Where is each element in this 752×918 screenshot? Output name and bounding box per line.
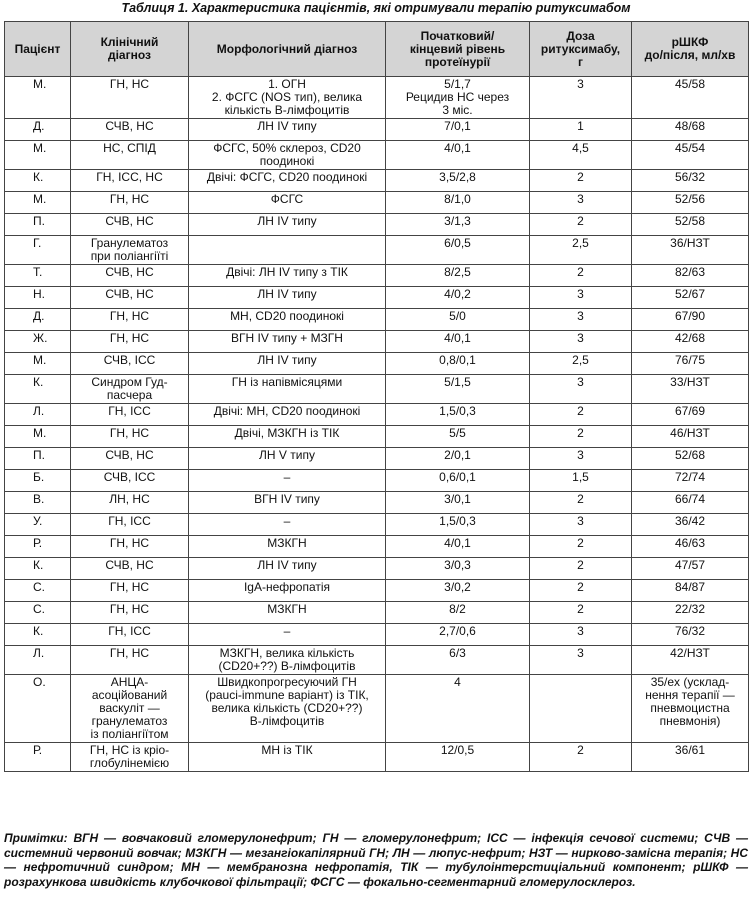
clinical-diagnosis-cell: ГН, НС [71, 331, 189, 353]
table-row [5, 580, 749, 602]
table-row [5, 675, 749, 743]
table-row [5, 331, 749, 353]
patient-cell: М. [5, 77, 71, 119]
dose-cell: 3 [530, 287, 632, 309]
table-row [5, 119, 749, 141]
clinical-diagnosis-cell: СЧВ, НС [71, 119, 189, 141]
dose-cell: 3 [530, 77, 632, 119]
patient-cell: К. [5, 375, 71, 404]
table-body [5, 77, 749, 772]
egfr-cell: 52/58 [632, 214, 749, 236]
proteinuria-cell: 4/0,1 [386, 331, 530, 353]
dose-cell: 3 [530, 514, 632, 536]
morphological-diagnosis-cell: ВГН IV типу [189, 492, 386, 514]
header-egfr: рШКФ до/після, мл/хв [632, 22, 749, 77]
proteinuria-cell: 2/0,1 [386, 448, 530, 470]
patient-cell: С. [5, 580, 71, 602]
clinical-diagnosis-cell: НС, СПІД [71, 141, 189, 170]
egfr-cell: 67/90 [632, 309, 749, 331]
patient-cell: Н. [5, 287, 71, 309]
patient-cell: П. [5, 448, 71, 470]
patient-cell: Ж. [5, 331, 71, 353]
egfr-cell: 52/68 [632, 448, 749, 470]
proteinuria-cell: 5/5 [386, 426, 530, 448]
proteinuria-cell: 3/0,3 [386, 558, 530, 580]
table-row [5, 77, 749, 119]
proteinuria-cell: 5/1,5 [386, 375, 530, 404]
egfr-cell: 76/75 [632, 353, 749, 375]
dose-cell: 1,5 [530, 470, 632, 492]
dose-cell: 2,5 [530, 353, 632, 375]
morphological-diagnosis-cell: Двічі: ФСГС, CD20 поодинокі [189, 170, 386, 192]
patient-cell: Г. [5, 236, 71, 265]
patient-cell: Р. [5, 536, 71, 558]
morphological-diagnosis-cell: IgA-нефропатія [189, 580, 386, 602]
egfr-cell: 36/61 [632, 743, 749, 772]
proteinuria-cell: 7/0,1 [386, 119, 530, 141]
egfr-cell: 36/42 [632, 514, 749, 536]
patient-cell: Л. [5, 646, 71, 675]
egfr-cell: 67/69 [632, 404, 749, 426]
egfr-cell: 52/67 [632, 287, 749, 309]
egfr-cell: 45/54 [632, 141, 749, 170]
dose-cell: 2 [530, 602, 632, 624]
table-row [5, 236, 749, 265]
patient-cell: М. [5, 141, 71, 170]
patient-cell: К. [5, 624, 71, 646]
clinical-diagnosis-cell: ГН, НС [71, 602, 189, 624]
patient-cell: Д. [5, 309, 71, 331]
egfr-cell: 42/68 [632, 331, 749, 353]
morphological-diagnosis-cell: Швидкопрогресуючий ГН (pauci-immune варіант) із ТІК, велика кількість (CD20+??) В-лімфоцитів [189, 675, 386, 743]
dose-cell: 3 [530, 646, 632, 675]
patient-cell: Т. [5, 265, 71, 287]
clinical-diagnosis-cell: СЧВ, НС [71, 287, 189, 309]
morphological-diagnosis-cell: Двічі: МН, CD20 поодинокі [189, 404, 386, 426]
dose-cell: 2 [530, 214, 632, 236]
clinical-diagnosis-cell: Гранулематоз при поліангіїті [71, 236, 189, 265]
header-patient: Пацієнт [5, 22, 71, 77]
dose-cell: 3 [530, 448, 632, 470]
morphological-diagnosis-cell: 1. ОГН 2. ФСГС (NOS тип), велика кількість В-лімфоцитів [189, 77, 386, 119]
dose-cell: 1 [530, 119, 632, 141]
table-row [5, 170, 749, 192]
table-row [5, 141, 749, 170]
clinical-diagnosis-cell: ГН, ІСС, НС [71, 170, 189, 192]
proteinuria-cell: 0,8/0,1 [386, 353, 530, 375]
dose-cell: 2 [530, 536, 632, 558]
proteinuria-cell: 0,6/0,1 [386, 470, 530, 492]
patient-cell: Р. [5, 743, 71, 772]
proteinuria-cell: 4/0,1 [386, 536, 530, 558]
dose-cell: 4,5 [530, 141, 632, 170]
patient-cell: К. [5, 558, 71, 580]
table-header [5, 22, 749, 77]
morphological-diagnosis-cell: ЛН V типу [189, 448, 386, 470]
morphological-diagnosis-cell: МН, CD20 поодинокі [189, 309, 386, 331]
table-row [5, 624, 749, 646]
morphological-diagnosis-cell: Двічі: ЛН IV типу з ТІК [189, 265, 386, 287]
table-row [5, 536, 749, 558]
table-caption: Таблиця 1. Характеристика пацієнтів, які отримували терапію ритуксимабом [121, 1, 631, 15]
dose-cell: 2 [530, 426, 632, 448]
clinical-diagnosis-cell: ГН, НС [71, 646, 189, 675]
clinical-diagnosis-cell: ГН, НС [71, 309, 189, 331]
header-rituximab-dose: Доза ритуксимабу, г [530, 22, 632, 77]
clinical-diagnosis-cell: ГН, НС із кріо- глобулінемією [71, 743, 189, 772]
patient-cell: О. [5, 675, 71, 743]
egfr-cell: 47/57 [632, 558, 749, 580]
patient-cell: М. [5, 353, 71, 375]
egfr-cell: 48/68 [632, 119, 749, 141]
morphological-diagnosis-cell: – [189, 514, 386, 536]
egfr-cell: 46/63 [632, 536, 749, 558]
proteinuria-cell: 5/0 [386, 309, 530, 331]
table-row [5, 470, 749, 492]
clinical-diagnosis-cell: ГН, НС [71, 426, 189, 448]
clinical-diagnosis-cell: ЛН, НС [71, 492, 189, 514]
proteinuria-cell: 2,7/0,6 [386, 624, 530, 646]
table-row [5, 646, 749, 675]
proteinuria-cell: 5/1,7 Рецидив НС через 3 міс. [386, 77, 530, 119]
clinical-diagnosis-cell: СЧВ, НС [71, 214, 189, 236]
morphological-diagnosis-cell: ВГН IV типу + МЗГН [189, 331, 386, 353]
clinical-diagnosis-cell: ГН, НС [71, 77, 189, 119]
morphological-diagnosis-cell: МЗКГН, велика кількість (CD20+??) В-лімфоцитів [189, 646, 386, 675]
clinical-diagnosis-cell: ГН, ІСС [71, 404, 189, 426]
egfr-cell: 33/НЗТ [632, 375, 749, 404]
table-row [5, 448, 749, 470]
patient-cell: Б. [5, 470, 71, 492]
patient-cell: К. [5, 170, 71, 192]
clinical-diagnosis-cell: ГН, ІСС [71, 514, 189, 536]
patient-cell: Д. [5, 119, 71, 141]
egfr-cell: 46/НЗТ [632, 426, 749, 448]
proteinuria-cell: 3/1,3 [386, 214, 530, 236]
egfr-cell: 82/63 [632, 265, 749, 287]
morphological-diagnosis-cell: МН із ТІК [189, 743, 386, 772]
proteinuria-cell: 4 [386, 675, 530, 743]
clinical-diagnosis-cell: СЧВ, ІСС [71, 470, 189, 492]
proteinuria-cell: 12/0,5 [386, 743, 530, 772]
morphological-diagnosis-cell: МЗКГН [189, 602, 386, 624]
egfr-cell: 35/ex (усклад- нення терапії — пневмоцистна пневмонія) [632, 675, 749, 743]
clinical-diagnosis-cell: АНЦА- асоційований васкуліт — гранулематоз із поліангіїтом [71, 675, 189, 743]
egfr-cell: 84/87 [632, 580, 749, 602]
dose-cell [530, 675, 632, 743]
proteinuria-cell: 8/2,5 [386, 265, 530, 287]
egfr-cell: 52/56 [632, 192, 749, 214]
proteinuria-cell: 8/2 [386, 602, 530, 624]
morphological-diagnosis-cell: – [189, 624, 386, 646]
dose-cell: 2 [530, 404, 632, 426]
morphological-diagnosis-cell: ЛН IV типу [189, 214, 386, 236]
proteinuria-cell: 4/0,2 [386, 287, 530, 309]
header-proteinuria: Початковий/ кінцевий рівень протеїнурії [386, 22, 530, 77]
table-row [5, 492, 749, 514]
egfr-cell: 22/32 [632, 602, 749, 624]
morphological-diagnosis-cell: ЛН IV типу [189, 558, 386, 580]
header-clinical-diagnosis: Клінічний діагноз [71, 22, 189, 77]
proteinuria-cell: 8/1,0 [386, 192, 530, 214]
proteinuria-cell: 1,5/0,3 [386, 404, 530, 426]
egfr-cell: 66/74 [632, 492, 749, 514]
proteinuria-cell: 4/0,1 [386, 141, 530, 170]
morphological-diagnosis-cell: МЗКГН [189, 536, 386, 558]
egfr-cell: 76/32 [632, 624, 749, 646]
morphological-diagnosis-cell: ЛН IV типу [189, 119, 386, 141]
clinical-diagnosis-cell: Синдром Гуд- пасчера [71, 375, 189, 404]
proteinuria-cell: 1,5/0,3 [386, 514, 530, 536]
clinical-diagnosis-cell: ГН, НС [71, 580, 189, 602]
table-row [5, 743, 749, 772]
morphological-diagnosis-cell: ФСГС, 50% склероз, CD20 поодинокі [189, 141, 386, 170]
clinical-diagnosis-cell: СЧВ, НС [71, 558, 189, 580]
proteinuria-cell: 3/0,2 [386, 580, 530, 602]
table-row [5, 192, 749, 214]
dose-cell: 2 [530, 580, 632, 602]
table-row [5, 602, 749, 624]
dose-cell: 3 [530, 624, 632, 646]
dose-cell: 3 [530, 309, 632, 331]
dose-cell: 2 [530, 492, 632, 514]
table-row [5, 214, 749, 236]
clinical-diagnosis-cell: ГН, НС [71, 536, 189, 558]
egfr-cell: 72/74 [632, 470, 749, 492]
table-row [5, 353, 749, 375]
dose-cell: 2 [530, 170, 632, 192]
header-morphological-diagnosis: Морфологічний діагноз [189, 22, 386, 77]
egfr-cell: 42/НЗТ [632, 646, 749, 675]
dose-cell: 2 [530, 743, 632, 772]
morphological-diagnosis-cell [189, 236, 386, 265]
table-row [5, 404, 749, 426]
dose-cell: 2,5 [530, 236, 632, 265]
proteinuria-cell: 6/0,5 [386, 236, 530, 265]
patient-cell: Л. [5, 404, 71, 426]
dose-cell: 2 [530, 558, 632, 580]
patient-cell: С. [5, 602, 71, 624]
table-row [5, 265, 749, 287]
dose-cell: 2 [530, 265, 632, 287]
clinical-diagnosis-cell: ГН, ІСС [71, 624, 189, 646]
patient-cell: У. [5, 514, 71, 536]
morphological-diagnosis-cell: ГН із напівмісяцями [189, 375, 386, 404]
table-row [5, 375, 749, 404]
proteinuria-cell: 6/3 [386, 646, 530, 675]
egfr-cell: 36/НЗТ [632, 236, 749, 265]
dose-cell: 3 [530, 375, 632, 404]
morphological-diagnosis-cell: ФСГС [189, 192, 386, 214]
table-row [5, 558, 749, 580]
patient-cell: М. [5, 426, 71, 448]
patient-cell: В. [5, 492, 71, 514]
dose-cell: 3 [530, 192, 632, 214]
dose-cell: 3 [530, 331, 632, 353]
table-row [5, 309, 749, 331]
patient-cell: М. [5, 192, 71, 214]
patients-table [4, 21, 749, 772]
clinical-diagnosis-cell: СЧВ, НС [71, 448, 189, 470]
egfr-cell: 45/58 [632, 77, 749, 119]
clinical-diagnosis-cell: СЧВ, НС [71, 265, 189, 287]
morphological-diagnosis-cell: Двічі, МЗКГН із ТІК [189, 426, 386, 448]
table-row [5, 514, 749, 536]
table-notes: Примітки: ВГН — вовчаковий гломерулонефрит; ГН — гломерулонефрит; ІСС — інфекція сечової системи; СЧВ — системний червоний вовчак; МЗКГН — мезангіокапілярний ГН; ЛН — люпус-нефрит; НЗТ — нирково-замісна терапія; НС — нефротичний синдром; МН — мембранозна нефропатія, ТІК — тубулоінтерстиціальний компонент; рШКФ — розрахункова швидкість клубочкової фільтрації; ФСГС — фокально-сегментарний гломерулосклероз. [4, 831, 748, 889]
table-row [5, 287, 749, 309]
proteinuria-cell: 3,5/2,8 [386, 170, 530, 192]
proteinuria-cell: 3/0,1 [386, 492, 530, 514]
clinical-diagnosis-cell: СЧВ, ІСС [71, 353, 189, 375]
patient-cell: П. [5, 214, 71, 236]
clinical-diagnosis-cell: ГН, НС [71, 192, 189, 214]
egfr-cell: 56/32 [632, 170, 749, 192]
morphological-diagnosis-cell: ЛН IV типу [189, 353, 386, 375]
morphological-diagnosis-cell: – [189, 470, 386, 492]
morphological-diagnosis-cell: ЛН IV типу [189, 287, 386, 309]
table-row [5, 426, 749, 448]
